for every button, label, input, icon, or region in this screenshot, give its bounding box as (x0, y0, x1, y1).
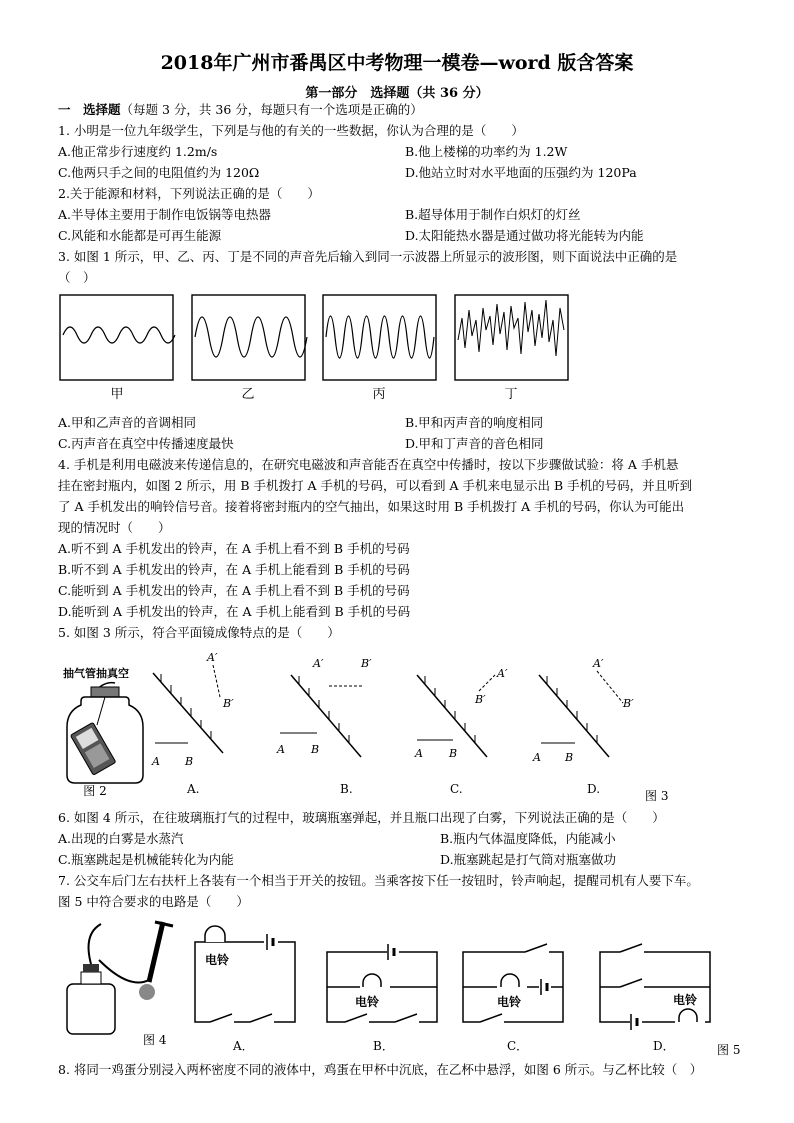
q4-stem-line2: 挂在密封瓶内，如图 2 所示，用 B 手机拨打 A 手机的号码，可以看到 A 手机来电显示出 B 手机的号码，并且听到 (58, 478, 693, 493)
q3-option-b: B.甲和丙声音的响度相同 (405, 415, 544, 430)
circuit-option-d-label: D． (653, 1039, 675, 1053)
q6-stem: 6. 如图 4 所示，在往玻璃瓶打气的过程中，玻璃瓶塞弹起，并且瓶口出现了白雾，下列说法正确的是（ ） (58, 810, 665, 825)
mirror-option-b-label: B. (340, 782, 353, 796)
pump-bottle-illustration (67, 922, 173, 1047)
fig5-caption: 图 5 (717, 1043, 741, 1057)
fig4-caption: 图 4 (143, 1033, 167, 1047)
q1-option-d: D.他站立时对水平地面的压强约为 120Pa (405, 165, 637, 180)
q2-option-d: D.太阳能热水器是通过做功将光能转为内能 (405, 228, 644, 243)
option-d-bell-label: 电铃 (673, 993, 698, 1007)
mirror-figure (55, 645, 685, 805)
document-title: 2018年广州市番禺区中考物理一模卷—word 版含答案 (160, 52, 634, 74)
q6-option-c: C.瓶塞跳起是机械能转化为内能 (58, 852, 234, 867)
waveform-label-bing: 丙 (372, 387, 386, 402)
q6-option-b: B.瓶内气体温度降低，内能减小 (440, 831, 616, 846)
waveform-label-ding: 丁 (504, 387, 518, 402)
part-heading: 第一部分 选择题（共 36 分） (305, 86, 489, 101)
section-label: 一 选择题 (58, 102, 121, 117)
fig3-caption: 图 3 (645, 789, 669, 803)
q2-option-a: A.半导体主要用于制作电饭锅等电热器 (58, 207, 272, 222)
circuit-option-a-label: A． (233, 1039, 254, 1053)
option-d-point-a: A (533, 751, 541, 764)
option-c-point-a-prime: A′ (497, 667, 508, 680)
q2-option-c: C.风能和水能都是可再生能源 (58, 228, 222, 243)
q1-option-a: A.他正常步行速度约 1.2m/s (58, 144, 218, 159)
q3-stem-bracket: （ ） (58, 270, 96, 285)
option-c-bell-label: 电铃 (497, 995, 522, 1009)
option-c-point-b: B (449, 747, 458, 760)
mirror-option-c (414, 667, 508, 796)
q7-stem-line1: 7. 公交车后门左右扶杆上各装有一个相当于开关的按钮。当乘客按下任一按钮时，铃声响起，提醒司机有人要下车。 (58, 873, 699, 888)
circuit-option-b (327, 944, 437, 1028)
fig2-caption: 图 2 (83, 784, 107, 798)
circuit-option-b-label: B． (373, 1039, 394, 1053)
q2-option-b: B.超导体用于制作白炽灯的灯丝 (405, 207, 581, 222)
option-b-point-b-prime: B′ (361, 657, 372, 670)
waveform-bing (323, 295, 436, 380)
option-c-point-a: A (415, 747, 423, 760)
waveform-jia (60, 295, 175, 380)
waveform-label-jia: 甲 (110, 387, 124, 402)
option-a-bell-label: 电铃 (205, 953, 230, 967)
mirror-option-c-label: C. (450, 782, 463, 796)
q2-stem: 2.关于能源和材料，下列说法正确的是（ ） (58, 186, 320, 201)
pump-label: 抽气管抽真空 (63, 667, 129, 680)
waveform-yi (192, 295, 307, 380)
circuit-option-c-label: C． (507, 1039, 529, 1053)
q4-stem-line4: 现的情况时（ ） (58, 520, 171, 535)
option-a-point-a-prime: A′ (207, 651, 218, 664)
option-a-point-b: B (185, 755, 194, 768)
mirror-option-a-label: A. (187, 782, 200, 796)
waveform-ding (455, 295, 568, 380)
circuit-option-a (195, 926, 295, 1028)
option-b-point-a: A (277, 743, 285, 756)
option-d-point-a-prime: A′ (593, 657, 604, 670)
mirror-option-d-label: D. (587, 782, 601, 796)
section-note: （每题 3 分，共 36 分，每题只有一个选项是正确的） (120, 102, 423, 117)
waveform-label-yi: 乙 (241, 387, 255, 402)
q8-stem: 8. 将同一鸡蛋分别浸入两杯密度不同的液体中，鸡蛋在甲杯中沉底，在乙杯中悬浮，如图 6 所示。与乙杯比较（ ） (58, 1062, 703, 1077)
q4-stem-line1: 4. 手机是利用电磁波来传递信息的，在研究电磁波和声音能否在真空中传播时，按以下步骤做试验：将 A 手机悬 (58, 457, 679, 472)
circuit-figure (55, 912, 745, 1057)
q3-option-c: C.丙声音在真空中传播速度最快 (58, 436, 234, 451)
q6-option-a: A.出现的白雾是水蒸汽 (58, 831, 184, 846)
option-a-point-a: A (152, 755, 160, 768)
q4-option-a: A.听不到 A 手机发出的铃声，在 A 手机上看不到 B 手机的号码 (58, 541, 410, 556)
q3-stem: 3. 如图 1 所示，甲、乙、丙、丁是不同的声音先后输入到同一示波器上所显示的波形图，则下面说法中正确的是 (58, 249, 678, 264)
q7-stem-line2: 图 5 中符合要求的电路是（ ） (58, 894, 249, 909)
circuit-option-c (463, 944, 563, 1028)
q1-option-b: B.他上楼梯的功率约为 1.2W (405, 144, 568, 159)
waveform-figure (55, 290, 575, 405)
option-b-bell-label: 电铃 (355, 995, 380, 1009)
q1-option-c: C.他两只手之间的电阻值约为 120Ω (58, 165, 260, 180)
q4-option-d: D.能听到 A 手机发出的铃声，在 A 手机上能看到 B 手机的号码 (58, 604, 411, 619)
option-c-point-b-prime: B′ (475, 693, 486, 706)
option-d-point-b: B (565, 751, 574, 764)
section-heading (58, 102, 423, 118)
mirror-option-d (532, 657, 634, 796)
option-a-point-b-prime: B′ (223, 697, 234, 710)
q4-option-c: C.能听到 A 手机发出的铃声，在 A 手机上看不到 B 手机的号码 (58, 583, 410, 598)
q3-option-a: A.甲和乙声音的音调相同 (58, 415, 197, 430)
q3-option-d: D.甲和丁声音的音色相同 (405, 436, 544, 451)
mirror-option-b (276, 657, 372, 796)
option-b-point-b: B (311, 743, 320, 756)
q4-stem-line3: 了 A 手机发出的响铃信号音。接着将密封瓶内的空气抽出，如果这时用 B 手机拨打 A 手机的号码，你认为可能出 (58, 499, 685, 514)
q1-stem: 1. 小明是一位九年级学生，下列是与他的有关的一些数据，你认为合理的是（ ） (58, 123, 524, 138)
q4-option-b: B.听不到 A 手机发出的铃声，在 A 手机上能看到 B 手机的号码 (58, 562, 410, 577)
q6-option-d: D.瓶塞跳起是打气筒对瓶塞做功 (440, 852, 617, 867)
mirror-option-a (151, 651, 234, 796)
option-d-point-b-prime: B′ (623, 697, 634, 710)
q5-stem: 5. 如图 3 所示，符合平面镜成像特点的是（ ） (58, 625, 340, 640)
option-b-point-a-prime: A′ (313, 657, 324, 670)
circuit-option-d (600, 944, 710, 1030)
vacuum-jar-illustration (63, 666, 143, 798)
